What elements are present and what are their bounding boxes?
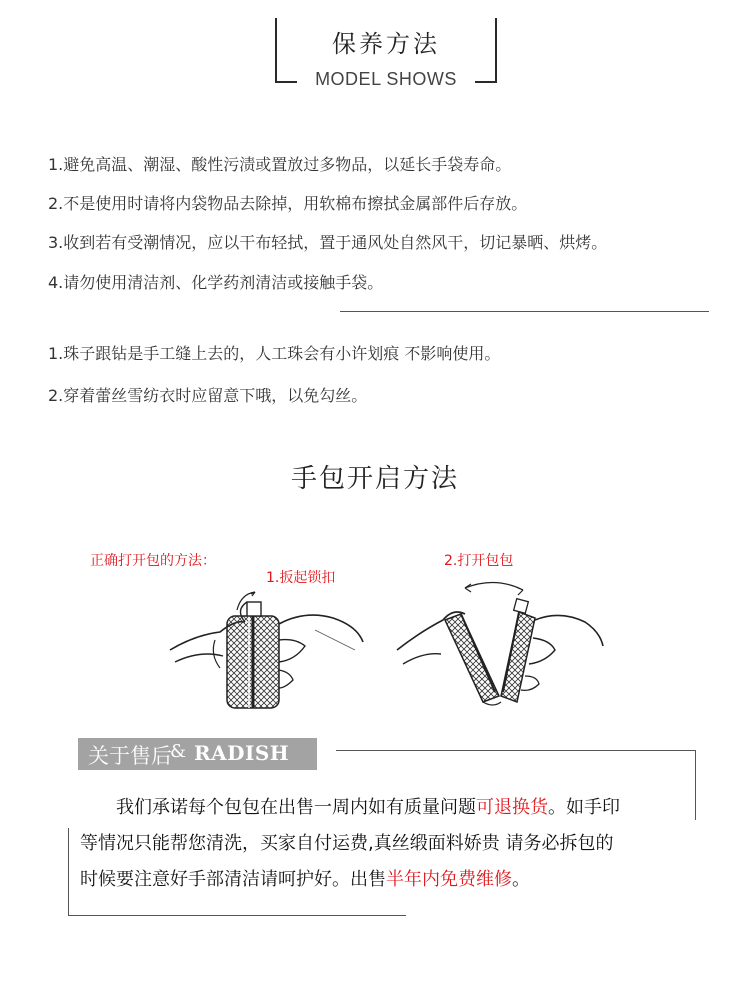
note-item-2: 2.穿着蕾丝雪纺衣时应留意下哦，以免勾丝。 [48,386,368,405]
header-subtitle: MODEL SHOWS [315,69,457,89]
opening-intro: 正确打开包的方法： [90,553,216,569]
care-item-4: 4.请勿使用清洁剂、化学药剂清洁或接触手袋。 [48,273,384,292]
care-item-1: 1.避免高温、潮湿、酸性污渍或置放过多物品，以延长手袋寿命。 [48,155,512,174]
after-sale-line-3: 时候要注意好手部清洁请呵护好。出售半年内免费维修。 [80,869,530,890]
repair-highlight: 半年内免费维修 [386,869,512,890]
after-sale-tag-cn: 关于售后 [88,744,172,768]
after-sale-tag-en: RADISH [194,741,290,765]
care-item-3: 3.收到若有受潮情况，应以干布轻拭，置于通风处自然风干，切记暴晒、烘烤。 [48,233,608,252]
step1-label: 1.扳起锁扣 [266,570,336,586]
after-sale-tag-amp: & [170,741,187,762]
after-sale-bottom-line [68,915,406,916]
after-sale-tag [78,738,317,770]
clutch-open-illustration [395,580,605,720]
care-item-2: 2.不是使用时请将内袋物品去除掉，用软棉布擦拭金属部件后存放。 [48,194,528,213]
clutch-closed-illustration [165,580,365,720]
step2-label: 2.打开包包 [444,553,514,569]
after-sale-line-1: 我们承诺每个包包在出售一周内如有质量问题可退换货。如手印 [116,797,620,818]
header-title: 保养方法 [332,30,440,58]
after-sale-top-line [336,750,696,751]
after-sale-line-2: 等情况只能帮您清洗，买家自付运费,真丝缎面料娇贵 请务必拆包的 [80,833,614,854]
after-sale-right-line [695,750,696,820]
after-sale-left-line [68,828,69,916]
opening-title: 手包开启方法 [290,464,459,494]
return-highlight: 可退换货 [476,797,548,818]
note-item-1: 1.珠子跟钻是手工缝上去的，人工珠会有小许划痕 不影响使用。 [48,344,501,363]
section-divider [340,311,709,312]
